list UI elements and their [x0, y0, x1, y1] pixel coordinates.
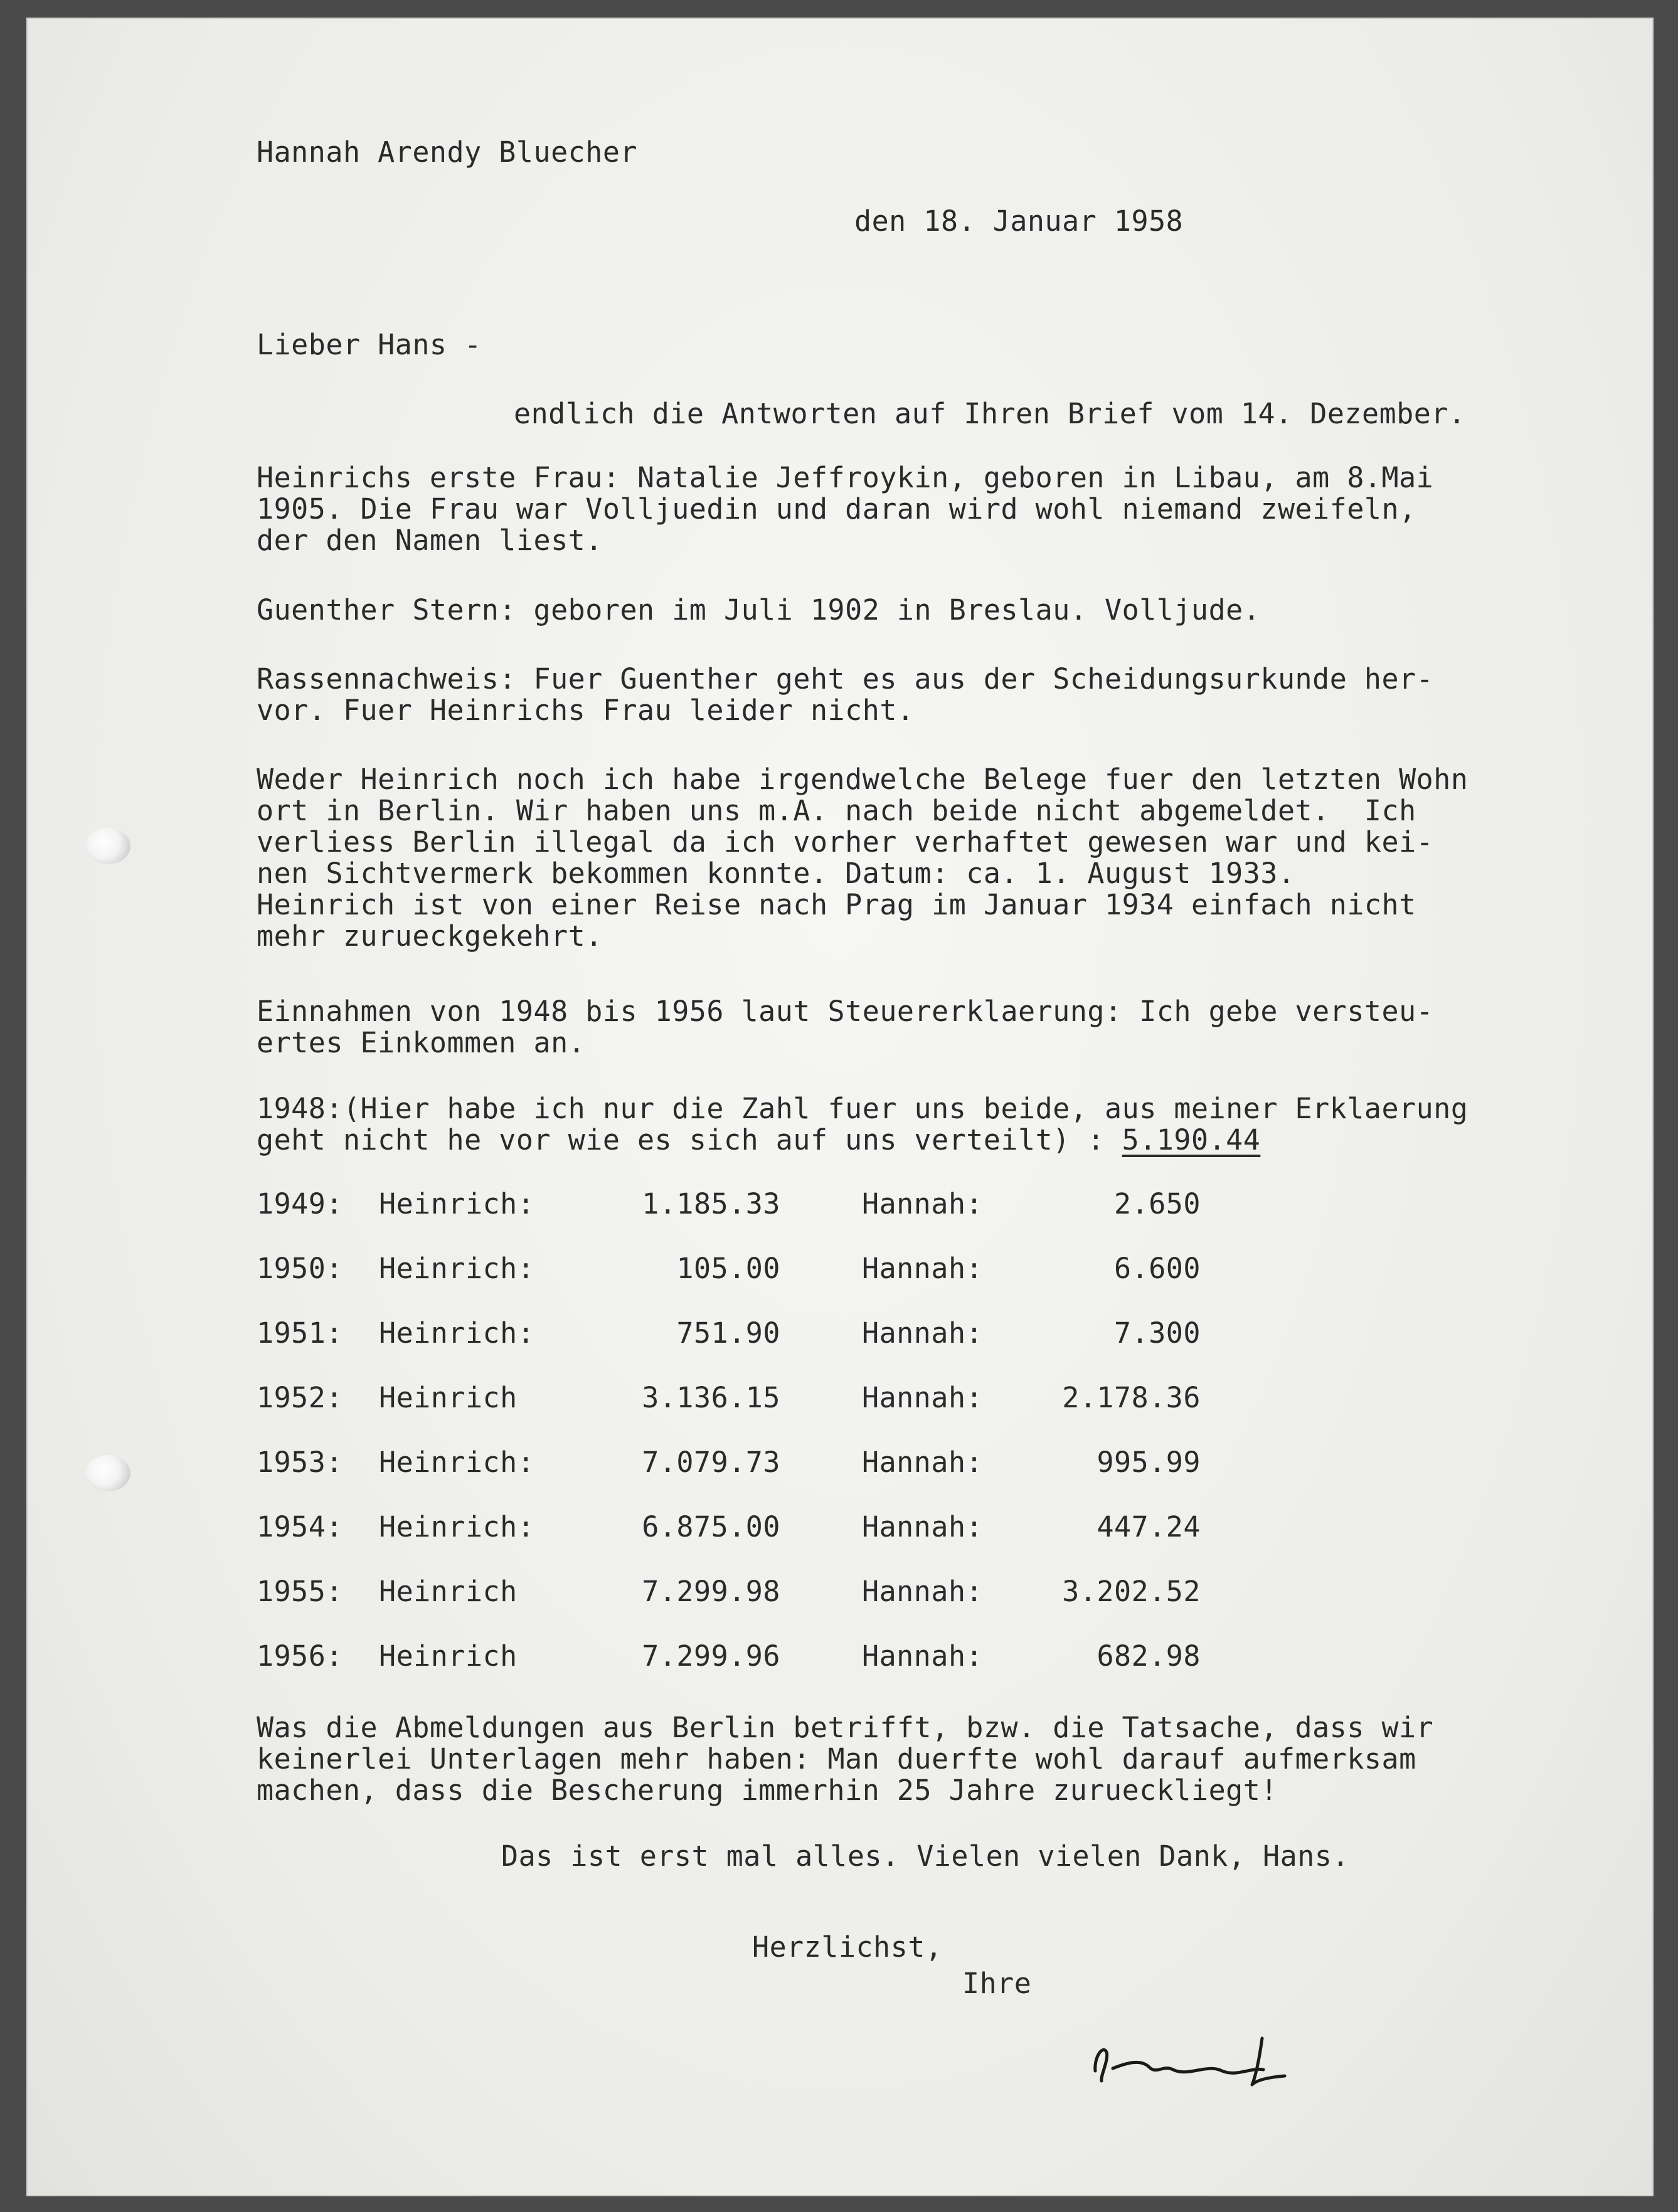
income-year: 1955: — [257, 1575, 343, 1608]
income-partner: Hannah: — [862, 1187, 984, 1220]
income-heinrich-amount: 3.136.15 — [642, 1381, 780, 1414]
income-partner: Hannah: — [862, 1381, 984, 1414]
income-year: 1950: — [257, 1252, 343, 1285]
paragraph-line: Heinrichs erste Frau: Natalie Jeffroykin, geboren in Libau, am 8.Mai — [257, 461, 1434, 494]
income-heinrich-amount: 7.299.98 — [642, 1575, 780, 1608]
salutation: Lieber Hans - — [257, 328, 482, 361]
paragraph-line: Einnahmen von 1948 bis 1956 laut Steuererklaerung: Ich gebe versteu- — [257, 995, 1434, 1028]
signature — [1088, 2019, 1295, 2095]
income-name: Heinrich — [379, 1381, 518, 1414]
closing-ihre: Ihre — [962, 1967, 1032, 2000]
income-partner: Hannah: — [862, 1575, 984, 1608]
income-hannah-amount: 447.24 — [1097, 1510, 1201, 1543]
income-hannah-amount: 2.650 — [1114, 1187, 1201, 1220]
income-name: Heinrich: — [379, 1510, 535, 1543]
paragraph-line: 1905. Die Frau war Volljuedin und daran wird wohl niemand zweifeln, — [257, 492, 1416, 526]
income-name: Heinrich — [379, 1639, 518, 1673]
income-name: Heinrich: — [379, 1316, 535, 1350]
paragraph-line: keinerlei Unterlagen mehr haben: Man duerfte wohl darauf aufmerksam — [257, 1742, 1416, 1775]
closing: Herzlichst, — [752, 1930, 943, 1964]
paragraph-line: Rassennachweis: Fuer Guenther geht es aus der Scheidungsurkunde her- — [257, 662, 1434, 696]
paragraph-line: 1948:(Hier habe ich nur die Zahl fuer uns beide, aus meiner Erklaerung — [257, 1092, 1468, 1125]
paragraph-line: der den Namen liest. — [257, 524, 603, 557]
income-heinrich-amount: 6.875.00 — [642, 1510, 780, 1543]
income-year: 1949: — [257, 1187, 343, 1220]
total-1948: 5.190.44 — [1122, 1123, 1261, 1156]
income-name: Heinrich — [379, 1575, 518, 1608]
paragraph-line: vor. Fuer Heinrichs Frau leider nicht. — [257, 694, 915, 727]
income-year: 1952: — [257, 1381, 343, 1414]
income-year: 1956: — [257, 1639, 343, 1673]
income-hannah-amount: 2.178.36 — [1062, 1381, 1201, 1414]
paragraph-line — [257, 1125, 1260, 1156]
income-heinrich-amount: 7.299.96 — [642, 1639, 780, 1673]
paragraph-text: geht nicht he vor wie es sich auf uns verteilt) : — [257, 1123, 1122, 1156]
income-heinrich-amount: 1.185.33 — [642, 1187, 780, 1220]
closing-line: Das ist erst mal alles. Vielen vielen Dank, Hans. — [501, 1839, 1350, 1873]
income-year: 1951: — [257, 1316, 343, 1350]
sender-name: Hannah Arendy Bluecher — [257, 135, 638, 169]
income-year: 1954: — [257, 1510, 343, 1543]
paragraph-line: Guenther Stern: geboren im Juli 1902 in Breslau. Volljude. — [257, 593, 1261, 627]
income-name: Heinrich: — [379, 1252, 535, 1285]
income-hannah-amount: 7.300 — [1114, 1316, 1201, 1350]
income-heinrich-amount: 751.90 — [676, 1316, 780, 1350]
income-heinrich-amount: 7.079.73 — [642, 1446, 780, 1479]
paragraph-line: machen, dass die Bescherung immerhin 25 Jahre zurueckliegt! — [257, 1774, 1278, 1807]
income-hannah-amount: 995.99 — [1097, 1446, 1201, 1479]
paragraph-line: nen Sichtvermerk bekommen konnte. Datum: ca. 1. August 1933. — [257, 857, 1295, 890]
income-hannah-amount: 6.600 — [1114, 1252, 1201, 1285]
income-partner: Hannah: — [862, 1446, 984, 1479]
income-name: Heinrich: — [379, 1187, 535, 1220]
letter-date: den 18. Januar 1958 — [854, 204, 1184, 238]
paragraph-line: Weder Heinrich noch ich habe irgendwelche Belege fuer den letzten Wohn — [257, 763, 1468, 796]
paragraph-line: Was die Abmeldungen aus Berlin betrifft, bzw. die Tatsache, dass wir — [257, 1711, 1434, 1744]
income-heinrich-amount: 105.00 — [676, 1252, 780, 1285]
income-partner: Hannah: — [862, 1510, 984, 1543]
paragraph-line: verliess Berlin illegal da ich vorher verhaftet gewesen war und kei- — [257, 825, 1434, 859]
income-name: Heinrich: — [379, 1446, 535, 1479]
letter-page — [28, 19, 1652, 2195]
income-year: 1953: — [257, 1446, 343, 1479]
income-partner: Hannah: — [862, 1316, 984, 1350]
intro-line: endlich die Antworten auf Ihren Brief vom 14. Dezember. — [514, 397, 1466, 430]
paragraph-line: Heinrich ist von einer Reise nach Prag im Januar 1934 einfach nicht — [257, 888, 1416, 921]
income-hannah-amount: 682.98 — [1097, 1639, 1201, 1673]
paragraph-line: ertes Einkommen an. — [257, 1026, 586, 1059]
punch-hole-bottom — [85, 1455, 130, 1491]
income-hannah-amount: 3.202.52 — [1062, 1575, 1201, 1608]
paragraph-line: mehr zurueckgekehrt. — [257, 919, 603, 953]
letter-body — [28, 19, 1468, 2000]
income-partner: Hannah: — [862, 1639, 984, 1673]
paragraph-line: ort in Berlin. Wir haben uns m.A. nach beide nicht abgemeldet. Ich — [257, 794, 1416, 827]
income-partner: Hannah: — [862, 1252, 984, 1285]
